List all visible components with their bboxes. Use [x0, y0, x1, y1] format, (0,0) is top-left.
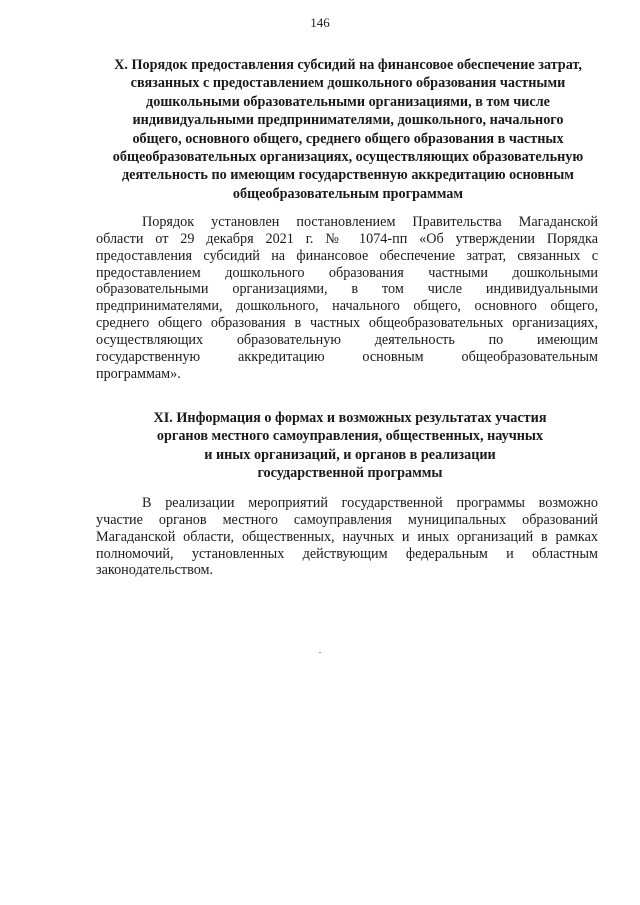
- section-10-heading-line: общего, основного общего, среднего общего образования в частных: [132, 130, 564, 147]
- section-10-heading-line: индивидуальными предпринимателями, дошкольного, начального: [132, 112, 564, 129]
- paragraph-line: области от 29 декабря 2021 г. № 1074-пп «Об утверждении Порядка: [96, 230, 598, 247]
- section-10-heading-line: связанных с предоставлением дошкольного образования частными: [130, 75, 566, 92]
- section-11-paragraph: [96, 495, 598, 579]
- paragraph-line: программам».: [96, 365, 181, 382]
- paragraph-line: участие органов местного самоуправления муниципальных образований: [96, 511, 598, 528]
- paragraph-line: предоставлением дошкольного образования частными дошкольными: [96, 264, 598, 281]
- scan-speck: [319, 652, 321, 653]
- section-10-heading-line: дошкольными образовательными организациями, в том числе: [146, 93, 550, 110]
- section-10-heading-line: деятельность по имеющим государственную аккредитацию основным: [122, 167, 574, 184]
- section-10-heading-line: X. Порядок предоставления субсидий на финансовое обеспечение затрат,: [114, 57, 582, 73]
- section-10-heading: [92, 56, 604, 203]
- page-number: 146: [310, 15, 330, 30]
- paragraph-line: полномочий, установленных действующим федеральным и областным: [96, 545, 598, 562]
- section-11-heading-line: органов местного самоуправления, общественных, научных: [156, 428, 544, 445]
- paragraph-line: образовательными организациями, в том числе индивидуальными: [96, 281, 598, 298]
- paragraph-line: предоставления субсидий на финансовое обеспечение затрат, связанных с: [96, 247, 598, 264]
- section-11-heading-line: и иных организаций, и органов в реализации: [204, 446, 496, 463]
- section-10-paragraph: [96, 214, 598, 382]
- section-11-heading: [110, 409, 590, 483]
- paragraph-line: Порядок установлен постановлением Правительства Магаданской: [142, 214, 598, 230]
- paragraph-line: среднего общего образования в частных общеобразовательных организациях,: [96, 315, 598, 332]
- section-10-heading-line: общеобразовательным программам: [232, 185, 464, 202]
- section-10-heading-line: общеобразовательных организациях, осуществляющих образовательную: [112, 149, 584, 166]
- paragraph-line: Магаданской области, общественных, научных и иных организаций в рамках: [96, 528, 598, 545]
- paragraph-line: осуществляющих образовательную деятельность по имеющим: [96, 331, 598, 348]
- section-11-heading-line: XI. Информация о формах и возможных результатах участия: [153, 410, 547, 426]
- paragraph-line: государственную аккредитацию основным общеобразовательным: [96, 348, 598, 365]
- paragraph-line: законодательством.: [96, 562, 214, 579]
- paragraph-line: В реализации мероприятий государственной программы возможно: [142, 495, 598, 511]
- section-11-heading-line: государственной программы: [257, 465, 443, 482]
- paragraph-line: предпринимателями, дошкольного, начального общего, основного общего,: [96, 298, 598, 315]
